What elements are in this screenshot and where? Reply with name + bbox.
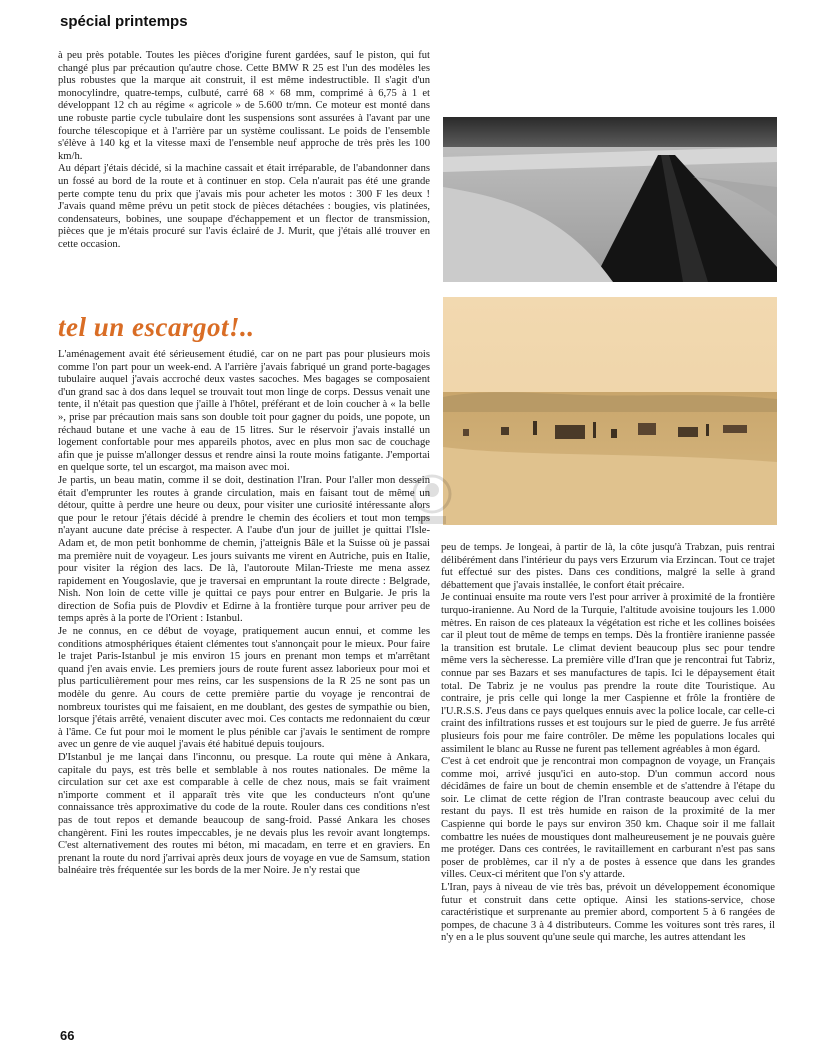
- paragraph: L'aménagement avait été sérieusement étudié, car on ne part pas pour plusieurs mois comme l'on part pour un week-end. A l'arrière j'avais fabriqué un grand porte-bagages tubulaire auquel j'avais accroché deux vastes sacoches. Mes bagages se composaient d'un grand sac à dos dans lequel se trouvait tout mon linge de corps. Dessus venait une tente, il n'était pas question que j'aille à l'hôtel, préférant et de loin coucher à « la belle », prise par précaution mais sans son double toit pour gagner du poids, une popote, un réchaud butane et une vache à eau de 15 litres. Sur le réservoir j'avais installé un logement confortable pour mes appareils photos, avec en plus mon sac de couchage afin que je puisse m'allonger dessus et rendre ainsi la route moins fatigante. J'emportai en quelque sorte, tel un escargot, ma maison avec moi.: [58, 349, 430, 474]
- article-column-right: [441, 542, 775, 945]
- nomad-camp-photo: [443, 297, 777, 525]
- article-column-left: [58, 349, 430, 878]
- watermark-logo: [402, 468, 462, 528]
- paragraph: Je ne connus, en ce début de voyage, pratiquement aucun ennui, et comme les conditions atmosphériques étaient clémentes tout s'annonçait pour le mieux. Pour faire le trajet Paris-Istanbul je mis environ 15 jours en prenant mon temps et m'arrêtant quand j'en avais envie. Les premiers jours de route furent assez laborieux pour moi et plus particulièrement pour mes reins, car les suspensions de la R 25 ne sont pas un modèle du genre. Au cours de cette première partie du voyage je rencontrai de nombreux touristes qui me faisaient, en me doublant, des gestes de sympathie ou bien, lorsque j'étais arrêté, venaient discuter avec moi. Ces contacts me redonnaient du cœur à l'âme. Ce fut pour moi le moment le plus pénible car j'avais le sentiment de rompre avec un genre de vie auquel j'avais été habitué depuis toujours.: [58, 626, 430, 751]
- paragraph: C'est à cet endroit que je rencontrai mon compagnon de voyage, un Français comme moi, arrivé jusqu'ici en auto-stop. D'un commun accord nous décidâmes de faire un bout de chemin ensemble et de s'attendre à l'étape du soir. Le climat de cette région de l'Iran contraste beaucoup avec celui du restant du pays. Il est très humide en raison de la proximité de la mer Caspienne qui borde le pays sur environ 350 km. Chaque soir il me fallait combattre les nuées de moustiques dont malheureusement je ne pouvais guère me protéger. Dans ces contrées, le ravitaillement en carburant n'est pas sans poser de problèmes, car il n'y a de postes à essence que dans les grandes villes. Ceux-ci méritent que l'on s'y attarde.: [441, 756, 775, 881]
- section-heading: tel un escargot!..: [58, 312, 255, 342]
- page-number: 66: [60, 1028, 75, 1043]
- paragraph: peu de temps. Je longeai, à partir de là, la côte jusqu'à Trabzan, puis rentrai délibérément dans l'intérieur du pays vers Erzurum via Erzincan. Tout ce trajet fut effectué sur des pistes. Dans ces conditions, malgré la selle à grand débattement que j'avais installée, le confort était précaire.: [441, 542, 775, 591]
- section-rubric: spécial printemps: [60, 13, 188, 30]
- paragraph: à peu près potable. Toutes les pièces d'origine furent gardées, sauf le piston, qui fut changé plus par précaution qu'autre chose. Cette BMW R 25 est l'un des modèles les plus robustes que la marque ait construit, il est même indestructible. Il s'agit d'un monocylindre, quatre-temps, culbuté, carré 68 × 68 mm, comprimé à 6,75 à 1 et développant 12 ch au régime « agricole » de 5.600 tr/mn. Ce moteur est monté dans une robuste partie cycle tubulaire dont les suspensions sont assurées à l'avant par une fourche télescopique et à l'arrière par un système coulissant. Le poids de l'ensemble s'élève à 140 kg et la vitesse maxi de l'ensemble neuf approche de très près les 100 km/h.: [58, 50, 430, 162]
- paragraph: Au départ j'étais décidé, si la machine cassait et était irréparable, de l'abandonner dans un fossé au bord de la route et à continuer en stop. Cela n'aurait pas été une grande perte compte tenu du prix que j'avais mis pour acheter les motos : 300 F les deux ! J'avais quand même prévu un petit stock de pièces détachées : bougies, vis platinées, condensateurs, bobines, une soupape d'échappement et un flector de transmission, pièces que je m'étais procuré sur l'avis éclairé de J. Murit, que j'étais allé trouver en cette occasion.: [58, 163, 430, 250]
- paragraph: Je partis, un beau matin, comme il se doit, destination l'Iran. Pour l'aller mon dessein était d'emprunter les routes à grande circulation, mais en faisant tout de même un détour, quitte à perdre une heure ou deux, pour visiter une curiosité intéressante alors que pour le retour j'étais décidé à prendre le chemin des écoliers et tout mon temps n'ayant aucune date précise à respecter. A l'aube d'un jour de juillet je quittai l'Isle-Adam et, de mon petit bonhomme de chemin, j'atteignis Bâle et la Suisse où je passai ma première nuit de voyageur. Les jours suivants me virent en Autriche, puis en Italie, pour visiter la région des lacs. De là, l'autoroute Milan-Trieste me mena assez rapidement en Yougoslavie, que je traversai en empruntant la route directe : Belgrade, Nish. Non loin de cette ville je quittai ce pays pour entrer en Bulgarie. Je pris la direction de Sofia puis de Plovdiv et Edirne à la frontière turque pour arriver peu de temps après à la porte de l'Orient : Istanbul.: [58, 474, 430, 625]
- paragraph: Je continuai ensuite ma route vers l'est pour arriver à proximité de la frontière turquo-iranienne. Au Nord de la Turquie, l'altitude avoisine toujours les 1.000 mètres. En raison de ces plateaux la végétation est riche et les collines boisées car il pleut tout de même de temps en temps. Dès la frontière iranienne passée la transition est brutale. Le climat devient beaucoup plus sec pour tendre même vers la sècheresse. La première ville d'Iran que je rencontrai fut Tabriz, connue par ses Bazars et ses manufactures de tapis. Ici le dépaysement était total. De Tabriz je ne voulus pas prendre la route dite Touristique. Au contraire, je pris celle qui longe la mer Caspienne et frôle la frontière de l'U.R.S.S. J'eus dans ce pays quelques ennuis avec la police locale, car celle-ci craint des infiltrations russes et est toujours sur le pied de guerre. Je fus arrêté plusieurs fois pour me faire contrôler. De même les populations locales qui assimilent le blanc au Russe ne furent pas tellement agréables à mon égard.: [441, 592, 775, 755]
- paragraph: D'Istanbul je me lançai dans l'inconnu, ou presque. La route qui mène à Ankara, capitale du pays, est très belle et semblable à nos routes nationales. De même la circulation sur cet axe est comparable à celle de chez nous, mais se fait vraiment n'importe comment et il apparaît très vite que les conducteurs n'ont qu'une connaissance très approximative du code de la route. Rouler dans ces conditions n'est pas de tout repos et demande beaucoup de sang-froid. Passé Ankara les choses changèrent. Fini les routes impeccables, je ne devais plus les revoir avant longtemps. C'est alternativement des routes mi béton, mi macadam, en terre et en graviers. En prenant la route du nord j'arrivai après deux jours de voyage en vue de Samsum, station balnéaire très fréquentée sur les bords de la mer Noire. Je n'y restai que: [58, 752, 430, 877]
- road-photo: [443, 117, 777, 282]
- article-column-top: [58, 50, 430, 252]
- paragraph: L'Iran, pays à niveau de vie très bas, prévoit un développement économique futur et construit dans cette optique. Ainsi les stations-service, chose caractéristique et surprenante au premier abord, comportent 5 à 6 rangées de pompes, de chacune 3 à 4 distributeurs. Comme les voitures sont très rares, il n'y en a le plus souvent qu'une seule qui marche, les autres attendant les: [441, 882, 775, 944]
